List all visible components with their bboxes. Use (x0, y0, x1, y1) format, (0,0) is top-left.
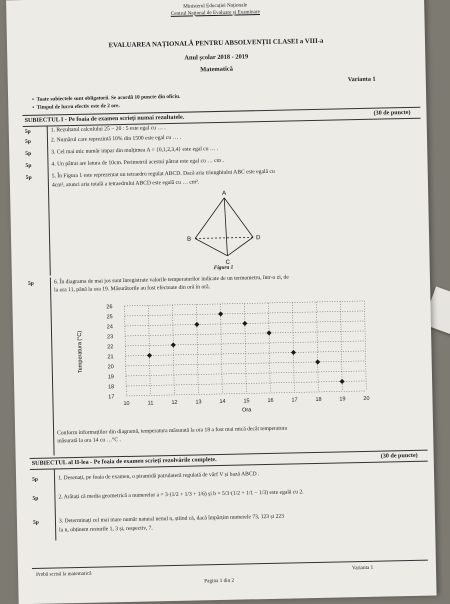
chart-grid (124, 301, 366, 396)
x-tick-label: 19 (339, 396, 346, 403)
grid-line-horizontal (124, 301, 364, 306)
grid-line-vertical (172, 305, 174, 395)
grid-line-vertical (340, 301, 342, 391)
question-points: 5p (25, 174, 32, 182)
grid-line-vertical (196, 304, 198, 394)
tetrahedron-figure (180, 187, 272, 271)
grid-line-vertical (316, 302, 318, 392)
edge-dc (227, 237, 253, 256)
vertex-label-b: B (187, 236, 192, 243)
temperature-chart (72, 291, 385, 421)
section1-title: SUBIECTUL I - Pe foaia de examen scrieți numai rezultatele. (24, 114, 185, 124)
vertex-label-c: C (225, 259, 230, 266)
edge-ad (224, 197, 253, 238)
data-point (340, 379, 345, 384)
x-tick-label: 15 (243, 398, 250, 405)
data-point (291, 350, 296, 355)
y-tick-label: 22 (107, 344, 114, 351)
question-points: 5p (24, 128, 31, 136)
question-points: 5p (25, 162, 32, 170)
question-text: 2. Numărul care reprezintă 10% din 1500 este egal cu … . (50, 134, 182, 144)
question-text: 2. Arătați că media geometrică a numerelor a = 3·(1/2 + 1/3 + 1/6) și b = 5/3·(1/2 + 1/1 − 1/3) este egală cu 2. (58, 489, 304, 501)
grid-line-vertical (292, 302, 294, 392)
footer-variant: Varianta 1 (351, 564, 374, 572)
x-tick-label: 16 (267, 397, 274, 404)
y-tick-label: 19 (107, 374, 115, 381)
data-point (218, 311, 223, 316)
note-item: • Toate subiectele sunt obligatorii. Se acordă 10 puncte din oficiu. (32, 93, 181, 103)
grid-line-vertical (148, 305, 150, 395)
question-points: 5p (24, 138, 31, 146)
question-text: 4. Un pătrat are latura de 10cm. Perimetrul acestui pătrat este egal cu … cm . (51, 157, 224, 168)
question-points: 5p (32, 476, 39, 483)
question-text: 1. Desenați, pe foaia de examen, o piramidă patrulateră regulată de vârf V și bază ABCD . (58, 471, 260, 482)
y-tick-label: 18 (107, 384, 115, 391)
edge-bd-hidden (195, 237, 253, 238)
grid-line-vertical (364, 301, 366, 391)
question-text: 5. În Figura 1 este reprezentat un tetraedru regulat ABCD. Dacă aria triunghiului ABC este egală cu (51, 168, 275, 180)
y-tick-label: 24 (106, 324, 113, 331)
x-tick-label: 10 (123, 400, 130, 408)
exam-page (6, 0, 437, 604)
grid-line-vertical (244, 303, 246, 393)
data-point (194, 322, 199, 327)
y-tick-label: 17 (108, 394, 115, 401)
edge-ab (194, 198, 225, 239)
x-axis-label: Ora (242, 407, 252, 414)
x-tick-label: 18 (315, 396, 322, 403)
data-point (267, 330, 272, 335)
vertex-label-d: D (256, 235, 261, 242)
y-tick-label: 20 (107, 364, 114, 371)
footer-left: Probă scrisă la matematică (36, 570, 92, 578)
question-text-continued: la n, obținem resturile 1, 3 și, respectiv, 7. (59, 525, 153, 534)
vertex-label-a: A (222, 190, 227, 197)
section1-points: (30 de puncte) (373, 109, 411, 117)
chart-ticks (106, 299, 369, 407)
x-tick-label: 11 (147, 400, 154, 407)
data-point (171, 342, 176, 347)
y-axis-label: Temperatura (°C) (76, 330, 84, 374)
header-institution (6, 0, 424, 21)
question-points: 5p (32, 519, 39, 526)
edge-ac (224, 198, 227, 256)
data-point (242, 321, 247, 326)
data-point (315, 359, 320, 364)
x-tick-label: 17 (291, 397, 298, 404)
question-text: 3. Determinați cel mai mare număr natural nenul n, știind că, dacă împărțim numerele 73, 123 și 223 (58, 513, 285, 525)
y-tick-label: 21 (107, 354, 114, 361)
subject-name: Matematică (200, 65, 233, 74)
grid-line-vertical (124, 306, 126, 396)
points-column-divider (54, 468, 57, 540)
data-point (147, 353, 152, 358)
note-item: • Timpul de lucru efectiv este de 2 ore. (32, 103, 120, 111)
question-text-continued: 4cm², atunci aria totală a tetraedrului ABCD este egală cu … cm². (51, 179, 200, 189)
footer-page: Pagina 1 din 2 (204, 577, 235, 585)
question-followup: măsurată la ora 14 cu …°C . (57, 437, 121, 445)
question-text: 1. Rezultatul calculului 25 − 20 : 5 este egal cu … . (50, 125, 166, 134)
section2-points: (30 de puncte) (380, 452, 418, 460)
x-tick-label: 12 (171, 399, 178, 407)
question-text: 3. Cel mai mic număr impar din mulțimea A = {0,1,2,3,4} este egal cu … . (51, 145, 219, 156)
y-tick-label: 23 (106, 334, 114, 341)
question-points: 5p (32, 495, 39, 502)
edge-bc (195, 238, 227, 257)
points-column-divider (50, 277, 55, 455)
y-tick-label: 25 (106, 314, 113, 321)
grid-line-vertical (220, 304, 222, 394)
y-tick-label: 26 (106, 304, 113, 311)
center-name: Centrul Național de Evaluare și Examinare (170, 8, 260, 17)
question-points: 5p (27, 280, 34, 287)
ministry-name: Ministerul Educației Naționale (183, 2, 248, 10)
section2-title: SUBIECTUL al II-lea - Pe foaia de examen scrieți rezolvările complete. (31, 456, 217, 467)
question-followup: Conform informațiilor din diagramă, temperatura măsurată la ora 18 a fost mai mică decât temperatura (57, 425, 288, 437)
x-tick-label: 20 (363, 395, 370, 402)
question-text: 6. În diagrama de mai jos sunt înregistrate valorile temperaturilor indicate de un termometru, într-o zi, de (53, 274, 289, 286)
question-text-continued: la ora 11, până la ora 19. Măsurătorile au fost efectuate din oră în oră. (54, 284, 211, 294)
figure-caption: Figura 1 (213, 264, 234, 272)
variant-label: Varianta 1 (347, 75, 376, 84)
x-tick-label: 13 (195, 399, 202, 406)
grid-line-vertical (268, 303, 270, 393)
question-points: 5p (25, 150, 32, 158)
x-tick-label: 14 (219, 398, 226, 405)
school-year: Anul școlar 2018 - 2019 (184, 53, 249, 62)
exam-title: EVALUAREA NAȚIONALĂ PENTRU ABSOLVENȚII CLASEI a VIII-a (108, 37, 324, 50)
